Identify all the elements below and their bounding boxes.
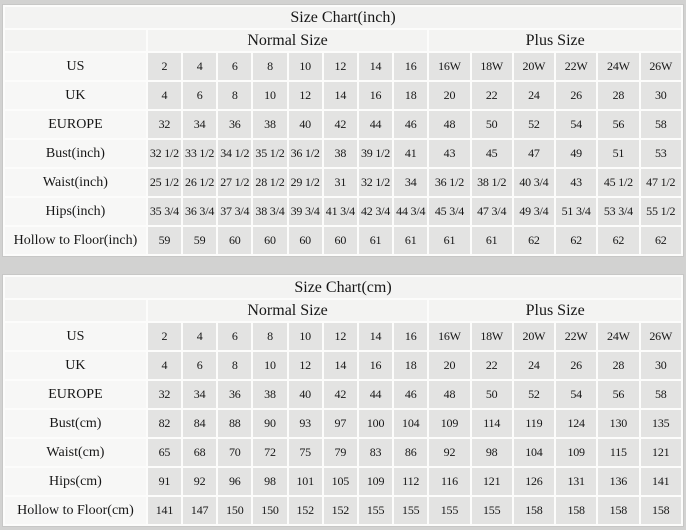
table-cell: 24W [598, 53, 638, 80]
table-cell: 50 [472, 111, 512, 138]
table-title: Size Chart(cm) [5, 277, 681, 298]
table-cell: 58 [641, 111, 682, 138]
table-cell: 10 [253, 82, 286, 109]
table-cell: 105 [324, 468, 357, 495]
table-cell: 22 [472, 82, 512, 109]
table-cell: 26W [641, 323, 682, 350]
table-cell: 49 3/4 [514, 198, 554, 225]
table-cell: 92 [429, 439, 469, 466]
table-row [5, 82, 681, 109]
row-label: Bust(inch) [5, 140, 146, 167]
table-cell: 28 [598, 352, 638, 379]
table-cell: 96 [218, 468, 251, 495]
table-cell: 14 [324, 82, 357, 109]
table-cell: 46 [394, 381, 427, 408]
table-cell: 18W [472, 53, 512, 80]
table-cell: 24W [598, 323, 638, 350]
table-cell: 34 [183, 381, 216, 408]
table-cell: 20 [429, 352, 469, 379]
table-cell: 93 [289, 410, 322, 437]
table-cell: 24 [514, 352, 554, 379]
table-row [5, 352, 681, 379]
table-row [5, 53, 681, 80]
table-cell: 14 [359, 323, 392, 350]
normal-size-header: Normal Size [148, 300, 428, 321]
table-cell: 4 [148, 82, 181, 109]
table-row [5, 198, 681, 225]
table-cell: 147 [183, 497, 216, 524]
table-cell: 38 [253, 381, 286, 408]
row-label: Hips(inch) [5, 198, 146, 225]
table-cell: 47 [514, 140, 554, 167]
table-cell: 26W [641, 53, 682, 80]
plus-size-header: Plus Size [429, 30, 681, 51]
row-label: US [5, 323, 146, 350]
table-cell: 60 [253, 227, 286, 254]
table-cell: 45 1/2 [598, 169, 638, 196]
table-cell: 12 [289, 352, 322, 379]
table-cell: 35 1/2 [253, 140, 286, 167]
table-cell: 42 3/4 [359, 198, 392, 225]
table-cell: 141 [641, 468, 682, 495]
table-cell: 155 [429, 497, 469, 524]
table-cell: 60 [324, 227, 357, 254]
table-cell: 36 [218, 381, 251, 408]
table-cell: 61 [429, 227, 469, 254]
table-cell: 30 [641, 82, 682, 109]
group-header-row [5, 300, 681, 321]
table-cell: 16W [429, 53, 469, 80]
table-cell: 34 [183, 111, 216, 138]
row-label: US [5, 53, 146, 80]
table-cell: 18 [394, 82, 427, 109]
table-cell: 54 [556, 111, 596, 138]
table-cell: 61 [359, 227, 392, 254]
table-cell: 12 [324, 323, 357, 350]
table-cell: 62 [598, 227, 638, 254]
table-cell: 4 [148, 352, 181, 379]
table-cell: 38 3/4 [253, 198, 286, 225]
table-cell: 98 [472, 439, 512, 466]
table-cell: 8 [253, 53, 286, 80]
table-row [5, 439, 681, 466]
table-row [5, 381, 681, 408]
table-cell: 16 [394, 53, 427, 80]
table-cell: 83 [359, 439, 392, 466]
table-cell: 70 [218, 439, 251, 466]
size-chart-inch-table [2, 4, 684, 257]
table-cell: 16 [394, 323, 427, 350]
table-cell: 18 [394, 352, 427, 379]
table-cell: 116 [429, 468, 469, 495]
table-cell: 51 3/4 [556, 198, 596, 225]
table-cell: 124 [556, 410, 596, 437]
title-row [5, 277, 681, 298]
table-cell: 48 [429, 111, 469, 138]
table-cell: 44 3/4 [394, 198, 427, 225]
table-cell: 18W [472, 323, 512, 350]
table-cell: 4 [183, 53, 216, 80]
table-cell: 59 [183, 227, 216, 254]
table-cell: 20W [514, 53, 554, 80]
table-cell: 38 [324, 140, 357, 167]
table-cell: 91 [148, 468, 181, 495]
table-cell: 155 [359, 497, 392, 524]
table-cell: 29 1/2 [289, 169, 322, 196]
table-row [5, 468, 681, 495]
table-cell: 109 [359, 468, 392, 495]
table-cell: 126 [514, 468, 554, 495]
table-cell: 56 [598, 381, 638, 408]
table-cell: 27 1/2 [218, 169, 251, 196]
table-cell: 158 [514, 497, 554, 524]
table-cell: 12 [324, 53, 357, 80]
table-cell: 6 [218, 53, 251, 80]
table-cell: 58 [641, 381, 682, 408]
table-cell: 24 [514, 82, 554, 109]
table-cell: 16 [359, 82, 392, 109]
table-cell: 68 [183, 439, 216, 466]
table-cell: 97 [324, 410, 357, 437]
table-cell: 40 [289, 111, 322, 138]
title-row [5, 7, 681, 28]
table-cell: 6 [218, 323, 251, 350]
table-cell: 109 [556, 439, 596, 466]
row-label: EUROPE [5, 111, 146, 138]
table-row [5, 169, 681, 196]
table-cell: 40 3/4 [514, 169, 554, 196]
table-cell: 22 [472, 352, 512, 379]
table-cell: 115 [598, 439, 638, 466]
table-cell: 26 1/2 [183, 169, 216, 196]
table-row [5, 111, 681, 138]
table-cell: 112 [394, 468, 427, 495]
table-cell: 32 [148, 111, 181, 138]
table-cell: 52 [514, 381, 554, 408]
table-cell: 16W [429, 323, 469, 350]
table-cell: 121 [641, 439, 682, 466]
table-cell: 65 [148, 439, 181, 466]
table-cell: 37 3/4 [218, 198, 251, 225]
table-cell: 56 [598, 111, 638, 138]
table-row [5, 227, 681, 254]
row-label: Waist(inch) [5, 169, 146, 196]
corner-cell [5, 30, 146, 51]
table-cell: 150 [218, 497, 251, 524]
table-cell: 45 [472, 140, 512, 167]
table-cell: 55 1/2 [641, 198, 682, 225]
table-cell: 62 [556, 227, 596, 254]
table-cell: 22W [556, 323, 596, 350]
table-cell: 26 [556, 352, 596, 379]
table-cell: 14 [324, 352, 357, 379]
table-cell: 44 [359, 111, 392, 138]
table-cell: 33 1/2 [183, 140, 216, 167]
table-cell: 52 [514, 111, 554, 138]
table-cell: 61 [472, 227, 512, 254]
table-cell: 50 [472, 381, 512, 408]
table-cell: 8 [253, 323, 286, 350]
table-cell: 25 1/2 [148, 169, 181, 196]
table-cell: 2 [148, 323, 181, 350]
table-cell: 36 1/2 [429, 169, 469, 196]
table-cell: 86 [394, 439, 427, 466]
table-cell: 53 3/4 [598, 198, 638, 225]
table-cell: 100 [359, 410, 392, 437]
table-cell: 98 [253, 468, 286, 495]
table-cell: 10 [289, 323, 322, 350]
table-cell: 28 [598, 82, 638, 109]
table-cell: 79 [324, 439, 357, 466]
table-cell: 46 [394, 111, 427, 138]
table-cell: 62 [514, 227, 554, 254]
table-cell: 10 [253, 352, 286, 379]
table-cell: 136 [598, 468, 638, 495]
table-cell: 31 [324, 169, 357, 196]
table-cell: 6 [183, 352, 216, 379]
row-label: Hollow to Floor(inch) [5, 227, 146, 254]
table-cell: 34 1/2 [218, 140, 251, 167]
corner-cell [5, 300, 146, 321]
table-cell: 130 [598, 410, 638, 437]
table-cell: 20W [514, 323, 554, 350]
table-cell: 51 [598, 140, 638, 167]
table-row [5, 410, 681, 437]
table-cell: 92 [183, 468, 216, 495]
size-chart-cm-table [2, 274, 684, 527]
table-cell: 114 [472, 410, 512, 437]
table-cell: 43 [429, 140, 469, 167]
table-cell: 8 [218, 352, 251, 379]
row-label: UK [5, 82, 146, 109]
table-cell: 14 [359, 53, 392, 80]
table-cell: 88 [218, 410, 251, 437]
table-cell: 62 [641, 227, 682, 254]
table-row [5, 140, 681, 167]
table-cell: 12 [289, 82, 322, 109]
row-label: UK [5, 352, 146, 379]
plus-size-header: Plus Size [429, 300, 681, 321]
table-cell: 158 [598, 497, 638, 524]
table-cell: 119 [514, 410, 554, 437]
table-cell: 135 [641, 410, 682, 437]
table-cell: 45 3/4 [429, 198, 469, 225]
table-cell: 41 3/4 [324, 198, 357, 225]
table-cell: 2 [148, 53, 181, 80]
table-cell: 150 [253, 497, 286, 524]
table-cell: 40 [289, 381, 322, 408]
table-cell: 121 [472, 468, 512, 495]
table-cell: 38 1/2 [472, 169, 512, 196]
table-cell: 90 [253, 410, 286, 437]
table-cell: 141 [148, 497, 181, 524]
table-cell: 104 [514, 439, 554, 466]
table-cell: 152 [324, 497, 357, 524]
group-header-row [5, 30, 681, 51]
row-label: Waist(cm) [5, 439, 146, 466]
table-cell: 54 [556, 381, 596, 408]
size-chart-cm-section [2, 274, 684, 527]
table-cell: 47 3/4 [472, 198, 512, 225]
table-cell: 42 [324, 111, 357, 138]
table-cell: 158 [556, 497, 596, 524]
table-cell: 35 3/4 [148, 198, 181, 225]
table-cell: 131 [556, 468, 596, 495]
row-label: Hollow to Floor(cm) [5, 497, 146, 524]
table-cell: 49 [556, 140, 596, 167]
table-cell: 75 [289, 439, 322, 466]
table-row [5, 497, 681, 524]
table-cell: 72 [253, 439, 286, 466]
table-cell: 53 [641, 140, 682, 167]
table-cell: 158 [641, 497, 682, 524]
table-cell: 155 [472, 497, 512, 524]
table-cell: 47 1/2 [641, 169, 682, 196]
table-cell: 44 [359, 381, 392, 408]
table-cell: 4 [183, 323, 216, 350]
table-cell: 36 [218, 111, 251, 138]
table-cell: 38 [253, 111, 286, 138]
table-cell: 109 [429, 410, 469, 437]
normal-size-header: Normal Size [148, 30, 428, 51]
table-cell: 22W [556, 53, 596, 80]
table-cell: 39 1/2 [359, 140, 392, 167]
table-cell: 28 1/2 [253, 169, 286, 196]
table-cell: 48 [429, 381, 469, 408]
table-cell: 60 [218, 227, 251, 254]
table-cell: 82 [148, 410, 181, 437]
table-cell: 84 [183, 410, 216, 437]
table-cell: 41 [394, 140, 427, 167]
table-cell: 43 [556, 169, 596, 196]
table-cell: 32 [148, 381, 181, 408]
table-cell: 36 1/2 [289, 140, 322, 167]
table-cell: 152 [289, 497, 322, 524]
table-cell: 6 [183, 82, 216, 109]
table-cell: 60 [289, 227, 322, 254]
table-cell: 155 [394, 497, 427, 524]
table-cell: 61 [394, 227, 427, 254]
row-label: Hips(cm) [5, 468, 146, 495]
row-label: Bust(cm) [5, 410, 146, 437]
table-cell: 101 [289, 468, 322, 495]
row-label: EUROPE [5, 381, 146, 408]
table-cell: 104 [394, 410, 427, 437]
table-cell: 59 [148, 227, 181, 254]
size-chart-inch-section [2, 4, 684, 257]
table-cell: 10 [289, 53, 322, 80]
table-row [5, 323, 681, 350]
table-cell: 16 [359, 352, 392, 379]
table-cell: 42 [324, 381, 357, 408]
table-cell: 39 3/4 [289, 198, 322, 225]
table-cell: 26 [556, 82, 596, 109]
table-cell: 20 [429, 82, 469, 109]
table-title: Size Chart(inch) [5, 7, 681, 28]
table-cell: 32 1/2 [148, 140, 181, 167]
table-cell: 34 [394, 169, 427, 196]
table-cell: 32 1/2 [359, 169, 392, 196]
table-cell: 8 [218, 82, 251, 109]
table-cell: 36 3/4 [183, 198, 216, 225]
table-cell: 30 [641, 352, 682, 379]
